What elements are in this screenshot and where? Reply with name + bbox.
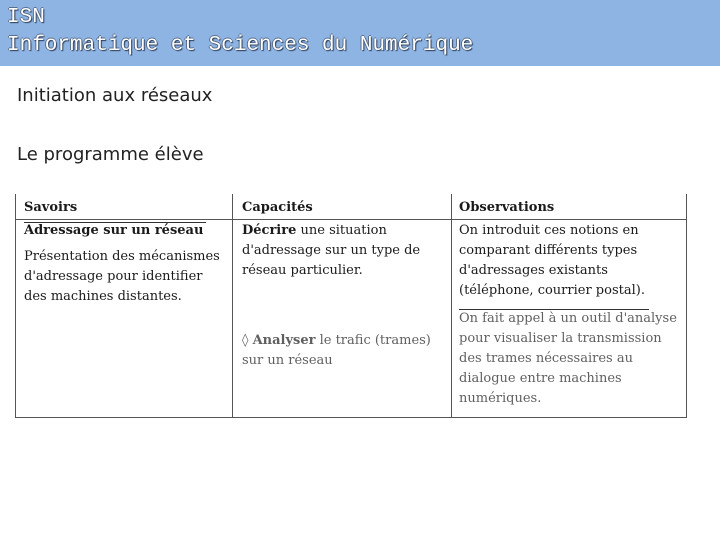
heading-underline <box>24 222 206 223</box>
capacites-verb-1: Décrire <box>242 223 297 238</box>
column-divider <box>232 194 233 417</box>
observations-row-1: On introduit ces notions en comparant différents types d'adressages existants (téléphone, courrier postal). <box>459 223 645 298</box>
capacites-text-2: le trafic (trames) sur un réseau <box>242 333 431 368</box>
header-divider <box>16 219 686 220</box>
diamond-bullet: ◊ <box>242 333 253 348</box>
program-table-image <box>15 194 687 418</box>
slide-subtitle: Initiation aux réseaux <box>17 85 213 106</box>
capacites-row-1 <box>242 221 447 281</box>
column-divider <box>451 194 452 417</box>
capacites-row-2 <box>242 331 447 371</box>
capacites-verb-2: Analyser <box>252 333 316 348</box>
program-label: Le programme élève <box>17 144 204 165</box>
savoirs-text: Présentation des mécanismes d'adressage pour identifier des machines distantes. <box>24 249 220 304</box>
capacites-text-1: une situation d'adressage sur un type de réseau particulier. <box>242 223 421 278</box>
header-capacites: Capacités <box>242 200 313 215</box>
title-line-1: ISN <box>7 6 45 29</box>
header-observations: Observations <box>459 200 555 215</box>
title-banner <box>0 0 720 66</box>
header-savoirs: Savoirs <box>24 200 78 215</box>
title-line-2: Informatique et Sciences du Numérique <box>7 34 474 57</box>
savoirs-heading: Adressage sur un réseau <box>24 223 204 238</box>
observations-row-2: On fait appel à un outil d'analyse pour visualiser la transmission des trames nécessaires au dialogue entre machines numériques. <box>459 311 677 406</box>
